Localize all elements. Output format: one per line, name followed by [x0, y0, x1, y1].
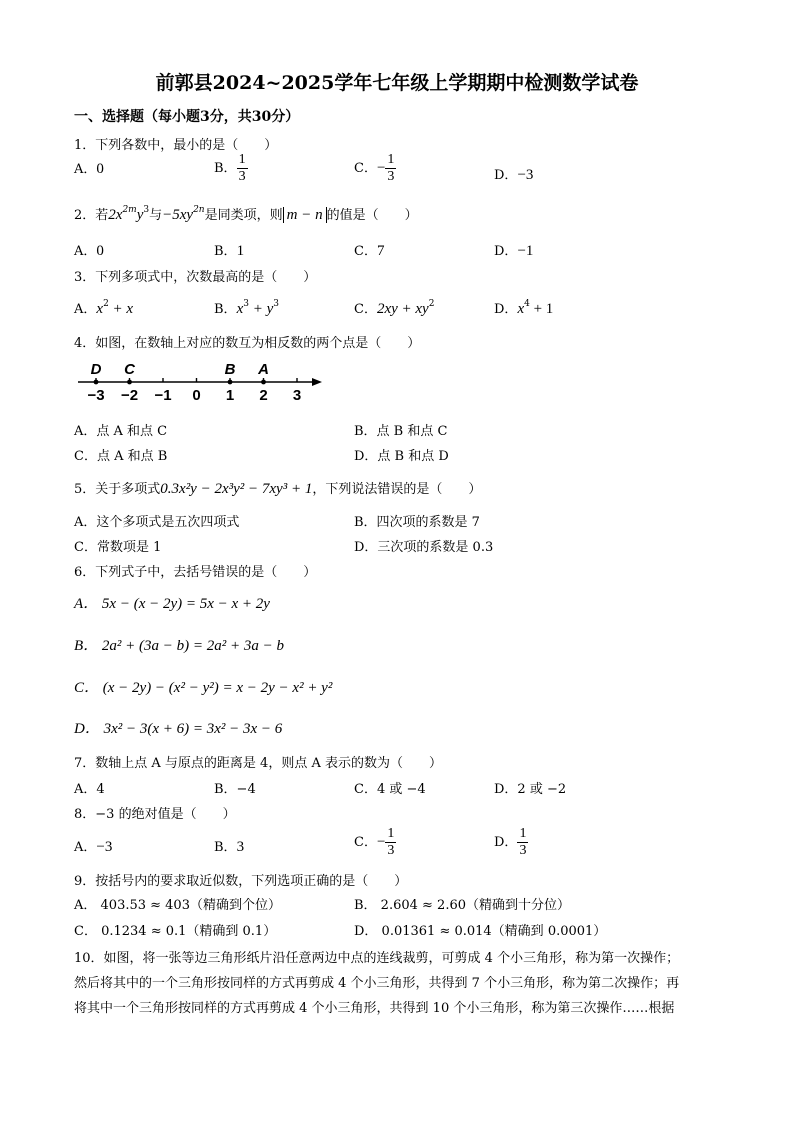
number-line-point-label: D [90, 361, 102, 378]
q5-option-b[interactable]: B．四次项的系数是 7 [354, 515, 480, 530]
q5-option-d[interactable]: D．三次项的系数是 0.3 [354, 540, 494, 555]
absolute-value: m − n [283, 207, 327, 223]
q7-option-d[interactable]: D．2 或 −2 [494, 782, 567, 797]
q4-option-b[interactable]: B．点 B 和点 C [354, 424, 448, 439]
q7-option-c[interactable]: C．4 或 −4 [354, 782, 426, 797]
q4-option-c[interactable]: C．点 A 和点 B [74, 449, 168, 464]
q9-option-d[interactable]: D． 0.01361 ≈ 0.014（精确到 0.0001） [354, 924, 607, 939]
polynomial: 0.3x²y − 2x³y² − 7xy³ + 1 [160, 481, 313, 497]
q3-option-c[interactable]: C．$2xy + xy^2$ [354, 299, 435, 317]
number-line-point [228, 380, 233, 385]
fraction: $\frac{1}{3}$ [519, 826, 527, 858]
q1-option-c[interactable]: C．− $\frac{1}{3}$ [354, 152, 395, 184]
q3-option-a[interactable]: A．$x^2 + x$ [74, 299, 134, 317]
q8-option-b[interactable]: B．3 [214, 839, 245, 855]
section-heading: 一、选择题（每小题3分，共30分） [74, 109, 300, 125]
question-9-stem: 9．按括号内的要求取近似数，下列选项正确的是（ ） [74, 874, 408, 889]
question-6-stem: 6．下列式子中，去括号错误的是（ ） [74, 565, 317, 580]
q1-option-d[interactable]: D．−3 [494, 167, 534, 183]
q1-option-a[interactable]: A．0 [74, 161, 104, 177]
question-10-line-1: 10．如图，将一张等边三角形纸片沿任意两边中点的连线裁剪，可剪成 4 个小三角形，称为第一次操作； [74, 951, 680, 966]
number-line-point-label: C [124, 361, 135, 378]
fraction: $\frac{1}{3}$ [238, 152, 246, 184]
q7-option-a[interactable]: A．4 [74, 782, 105, 797]
q2-option-a[interactable]: A．0 [74, 243, 104, 259]
question-5-stem: 5．关于多项式0.3x²y − 2x³y² − 7xy³ + 1，下列说法错误的是（ ） [74, 481, 482, 497]
number-line-point [94, 380, 99, 385]
q4-option-a[interactable]: A．点 A 和点 C [74, 424, 168, 439]
number-line-tick-label: −3 [87, 387, 105, 404]
fraction: $\frac{1}{3}$ [387, 152, 395, 184]
q6-option-d[interactable]: D． 3x² − 3(x + 6) = 3x² − 3x − 6 [74, 721, 283, 737]
number-line-tick-label: 1 [225, 387, 235, 404]
q2-option-b[interactable]: B．1 [214, 243, 245, 259]
page-title: 前郭县2024~2025学年七年级上学期期中检测数学试卷 [155, 72, 639, 94]
number-line-point [261, 380, 266, 385]
question-7-stem: 7．数轴上点 A 与原点的距离是 4，则点 A 表示的数为（ ） [74, 756, 442, 771]
question-8-stem: 8．−3 的绝对值是（ ） [74, 807, 236, 822]
question-3-stem: 3．下列多项式中，次数最高的是（ ） [74, 270, 317, 285]
number-line-tick-label: −2 [120, 387, 139, 404]
q8-option-c[interactable]: C．− $\frac{1}{3}$ [354, 826, 395, 858]
number-line-tick-label: −1 [154, 387, 172, 404]
q9-option-c[interactable]: C． 0.1234 ≈ 0.1（精确到 0.1） [74, 924, 277, 939]
number-line-arrow [312, 378, 322, 386]
q2-option-c[interactable]: C．7 [354, 243, 385, 259]
q6-option-c[interactable]: C． (x − 2y) − (x² − y²) = x − 2y − x² + y² [74, 680, 333, 696]
number-line-tick-label: 2 [259, 387, 268, 404]
fraction: $\frac{1}{3}$ [387, 826, 395, 858]
q8-option-a[interactable]: A．−3 [74, 839, 113, 855]
number-line-point-label: B [224, 361, 236, 378]
number-line-point [127, 380, 132, 385]
number-line-tick-label: 0 [192, 387, 201, 404]
q1-option-b[interactable]: B． $\frac{1}{3}$ [214, 152, 246, 184]
q9-option-b[interactable]: B． 2.604 ≈ 2.60（精确到十分位） [354, 898, 571, 913]
q2-option-d[interactable]: D．−1 [494, 243, 534, 259]
q5-option-c[interactable]: C．常数项是 1 [74, 540, 162, 555]
q6-option-a[interactable]: A． 5x − (x − 2y) = 5x − x + 2y [74, 596, 270, 612]
q5-option-a[interactable]: A．这个多项式是五次四项式 [74, 515, 240, 530]
q3-option-d[interactable]: D．$x^4 + 1$ [494, 299, 554, 317]
q4-option-d[interactable]: D．点 B 和点 D [354, 449, 449, 464]
question-2-stem: 2．若$2x^{2m}y^3$与$-5xy^{2n}$是同类项，则 m − n 的值是（ ） [74, 205, 418, 223]
number-line-point-label: A [258, 361, 269, 378]
q7-option-b[interactable]: B．−4 [214, 782, 256, 797]
question-10-line-3: 将其中一个三角形按同样的方式再剪成 4 个小三角形，共得到 10 个小三角形，称为第三次操作……根据 [74, 1001, 675, 1016]
question-4-stem: 4．如图，在数轴上对应的数互为相反数的两个点是（ ） [74, 336, 421, 351]
q3-option-b[interactable]: B．$x^3 + y^3$ [214, 299, 279, 317]
question-1-stem: 1．下列各数中，最小的是（ ） [74, 138, 278, 153]
number-line-tick-label: 3 [292, 387, 302, 404]
q9-option-a[interactable]: A． 403.53 ≈ 403（精确到个位） [74, 898, 281, 913]
q6-option-b[interactable]: B． 2a² + (3a − b) = 2a² + 3a − b [74, 638, 285, 654]
question-10-line-2: 然后将其中的一个三角形按同样的方式再剪成 4 个小三角形，共得到 7 个小三角形，称为第二次操作；再 [74, 976, 680, 991]
q8-option-d[interactable]: D． $\frac{1}{3}$ [494, 826, 527, 858]
number-line [74, 358, 334, 406]
